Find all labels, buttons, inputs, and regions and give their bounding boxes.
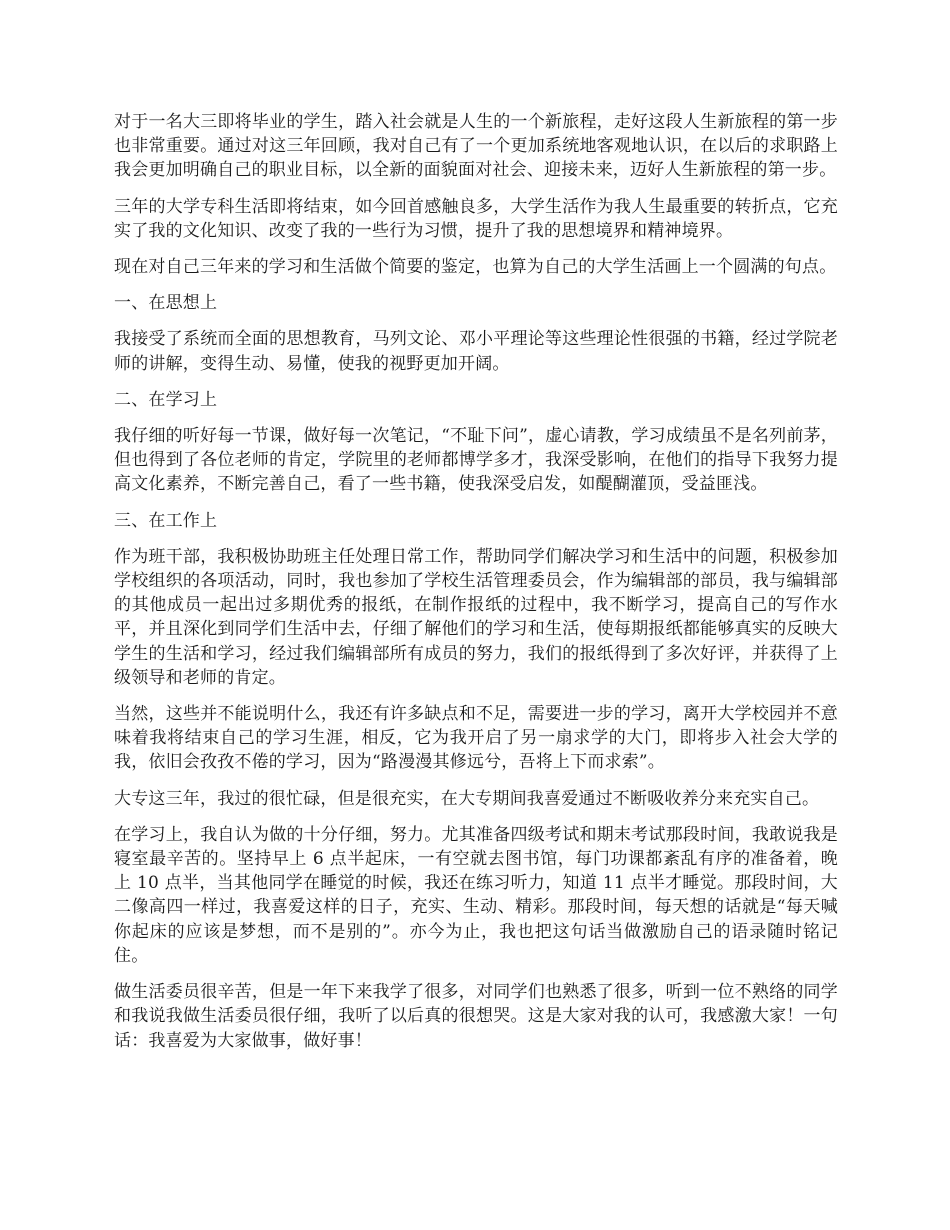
document-body (114, 110, 838, 1065)
paragraph-study-effort: 在学习上，我自认为做的十分仔细，努力。尤其准备四级考试和期末考试那段时间，我敢说我是寝室最辛苦的。坚持早上 6 点半起床，一有空就去图书馆，每门功课都紊乱有序的准备着，晚上 10 点半，当其他同学在睡觉的时候，我还在练习听力，知道 11 点半才睡觉。那段时间，大二像高四一样过，我喜爱这样的日子，充实、生动、精彩。那段时间，每天想的话就是“每天喊你起床的应该是梦想，而不是别的”。亦今为止，我也把这句话当做激励自己的语录随时铭记住。 (114, 824, 838, 966)
paragraph-three-years: 大专这三年，我过的很忙碌，但是很充实，在大专期间我喜爱通过不断吸收养分来充实自己。 (114, 788, 820, 809)
paragraph-self-assessment: 现在对自己三年来的学习和生活做个简要的鉴定，也算为自己的大学生活画上一个圆满的句点。 (114, 257, 837, 278)
paragraph-shortcomings: 当然，这些并不能说明什么，我还有许多缺点和不足，需要进一步的学习，离开大学校园并不意味着我将结束自己的学习生涯，相反，它为我开启了另一扇求学的大门，即将步入社会大学的我，依旧会孜孜不倦的学习，因为“路漫漫其修远兮，吾将上下而求索”。 (114, 704, 838, 773)
paragraph-work: 作为班干部，我积极协助班主任处理日常工作，帮助同学们解决学习和生活中的问题，积极参加学校组织的各项活动，同时，我也参加了学校生活管理委员会，作为编辑部的部员，我与编辑部的其他成员一起出过多期优秀的报纸，在制作报纸的过程中，我不断学习，提高自己的写作水平，并且深化到同学们生活中去，仔细了解他们的学习和生活，使每期报纸都能够真实的反映大学生的生活和学习，经过我们编辑部所有成员的努力，我们的报纸得到了多次好评，并获得了上级领导和老师的肯定。 (114, 546, 838, 688)
section-heading-study: 二、在学习上 (114, 389, 218, 410)
paragraph-summary: 三年的大学专科生活即将结束，如今回首感触良多，大学生活作为我人生最重要的转折点，它充实了我的文化知识、改变了我的一些行为习惯，提升了我的思想境界和精神境界。 (114, 196, 838, 241)
paragraph-study: 我仔细的听好每一节课，做好每一次笔记，“不耻下问”，虚心请教，学习成绩虽不是名列前茅，但也得到了各位老师的肯定，学院里的老师都博学多才，我深受影响，在他们的指导下我努力提高文化素养，不断完善自己，看了一些书籍，使我深受启发，如醍醐灌顶，受益匪浅。 (114, 426, 838, 495)
paragraph-intro: 对于一名大三即将毕业的学生，踏入社会就是人生的一个新旅程，走好这段人生新旅程的第一步也非常重要。通过对这三年回顾，我对自己有了一个更加系统地客观地认识，在以后的求职路上我会更加明确自己的职业目标，以全新的面貌面对社会、迎接未来，迈好人生新旅程的第一步。 (114, 112, 838, 181)
section-heading-thought: 一、在思想上 (114, 293, 218, 314)
paragraph-life-committee: 做生活委员很辛苦，但是一年下来我学了很多，对同学们也熟悉了很多，听到一位不熟络的同学和我说我做生活委员很仔细，我听了以后真的很想哭。这是大家对我的认可，我感激大家！一句话：我喜爱为大家做事，做好事！ (114, 982, 838, 1051)
section-heading-work: 三、在工作上 (114, 510, 218, 531)
paragraph-thought: 我接受了系统而全面的思想教育，马列文论、邓小平理论等这些理论性很强的书籍，经过学院老师的讲解，变得生动、易懂，使我的视野更加开阔。 (114, 329, 838, 374)
